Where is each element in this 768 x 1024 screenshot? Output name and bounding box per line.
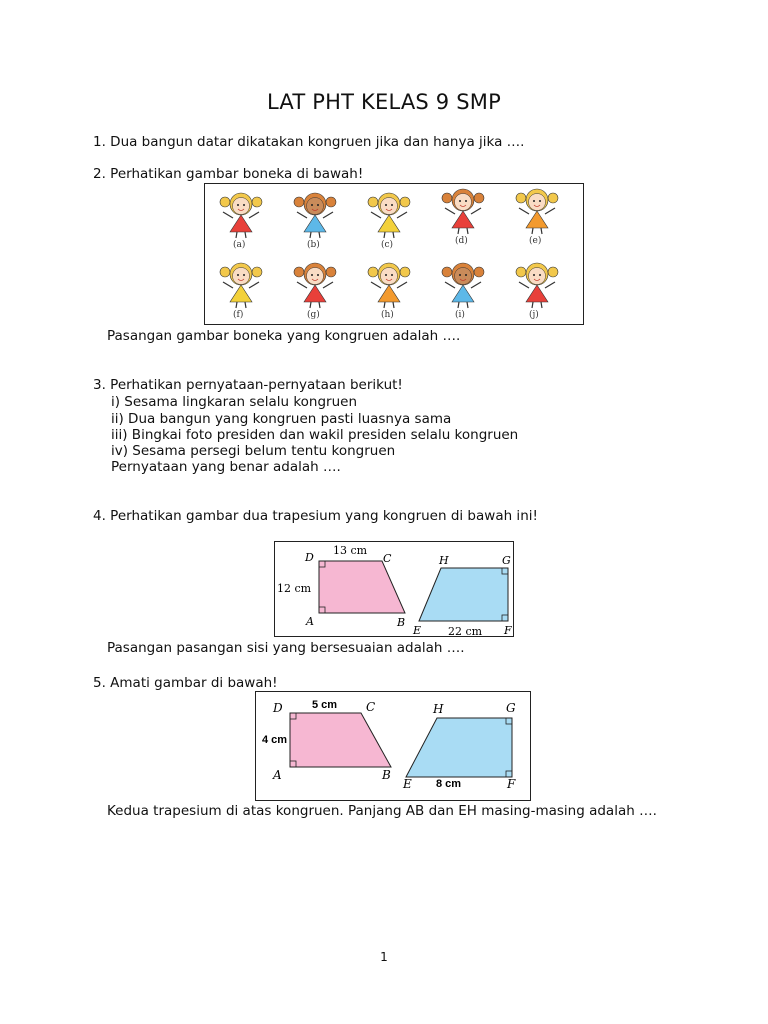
length-left: 12 cm (277, 582, 312, 595)
doll-label: (b) (307, 240, 320, 250)
label-G: G (506, 701, 516, 715)
doll-illustration (211, 188, 271, 240)
doll-label: (d) (455, 236, 468, 246)
label-F: F (507, 777, 516, 791)
doll-d (433, 184, 493, 248)
label-C: C (383, 552, 392, 565)
label-F: F (504, 624, 512, 636)
length-bottom: 22 cm (448, 625, 483, 636)
label-A: A (306, 615, 314, 628)
page-title: LAT PHT KELAS 9 SMP (267, 90, 501, 114)
trapezium-diagram-2 (256, 692, 530, 800)
statement-ii: ii) Dua bangun yang kongruen pasti luasnya sama (111, 411, 452, 427)
question-2: 2. Perhatikan gambar boneka di bawah! (93, 166, 364, 182)
doll-illustration (507, 258, 567, 310)
doll-illustration (285, 188, 345, 240)
statement-i: i) Sesama lingkaran selalu kongruen (111, 394, 358, 410)
label-A: A (273, 768, 282, 782)
question-1: 1. Dua bangun datar dikatakan kongruen jika dan hanya jika …. (93, 134, 525, 150)
length-left: 4 cm (262, 734, 288, 746)
doll-illustration (433, 258, 493, 310)
doll-label: (i) (455, 310, 465, 320)
label-C: C (366, 700, 376, 714)
doll-label: (a) (233, 240, 246, 250)
length-top: 5 cm (312, 699, 338, 711)
doll-label: (f) (233, 310, 244, 320)
doll-illustration (211, 258, 271, 310)
doll-label: (j) (529, 310, 539, 320)
question-3-prompt: Pernyataan yang benar adalah …. (111, 459, 341, 475)
label-B: B (397, 616, 406, 629)
doll-g (285, 258, 345, 322)
doll-illustration (433, 184, 493, 236)
doll-illustration (507, 184, 567, 236)
doll-illustration (359, 188, 419, 240)
question-4-prompt: Pasangan pasangan sisi yang bersesuaian adalah …. (107, 640, 465, 656)
page-number: 1 (380, 950, 388, 964)
label-H: H (439, 554, 449, 567)
doll-c (359, 188, 419, 252)
length-bottom: 8 cm (436, 778, 462, 790)
doll-e (507, 184, 567, 248)
doll-label: (e) (529, 236, 542, 246)
length-top: 13 cm (333, 544, 368, 557)
question-5: 5. Amati gambar di bawah! (93, 675, 278, 691)
label-G: G (502, 554, 511, 567)
doll-figure (204, 183, 584, 325)
doll-label: (g) (307, 310, 320, 320)
doll-label: (h) (381, 310, 394, 320)
statement-iv: iv) Sesama persegi belum tentu kongruen (111, 443, 396, 459)
doll-a (211, 188, 271, 252)
statement-iii: iii) Bingkai foto presiden dan wakil presiden selalu kongruen (111, 427, 519, 443)
question-2-prompt: Pasangan gambar boneka yang kongruen adalah …. (107, 328, 461, 344)
trapezium-figure-1 (274, 541, 514, 637)
doll-f (211, 258, 271, 322)
label-E: E (403, 777, 412, 791)
label-E: E (413, 624, 422, 636)
label-D: D (273, 701, 283, 715)
doll-label: (c) (381, 240, 394, 250)
doll-illustration (285, 258, 345, 310)
question-4: 4. Perhatikan gambar dua trapesium yang kongruen di bawah ini! (93, 508, 538, 524)
doll-j (507, 258, 567, 322)
doll-h (359, 258, 419, 322)
doll-i (433, 258, 493, 322)
trapezium-diagram-1 (275, 542, 513, 636)
question-5-prompt: Kedua trapesium di atas kongruen. Panjang AB dan EH masing-masing adalah …. (107, 803, 657, 819)
question-3: 3. Perhatikan pernyataan-pernyataan berikut! (93, 377, 403, 393)
label-B: B (382, 768, 391, 782)
doll-illustration (359, 258, 419, 310)
label-H: H (433, 702, 444, 716)
doll-b (285, 188, 345, 252)
label-D: D (305, 551, 314, 564)
trapezium-figure-2 (255, 691, 531, 801)
